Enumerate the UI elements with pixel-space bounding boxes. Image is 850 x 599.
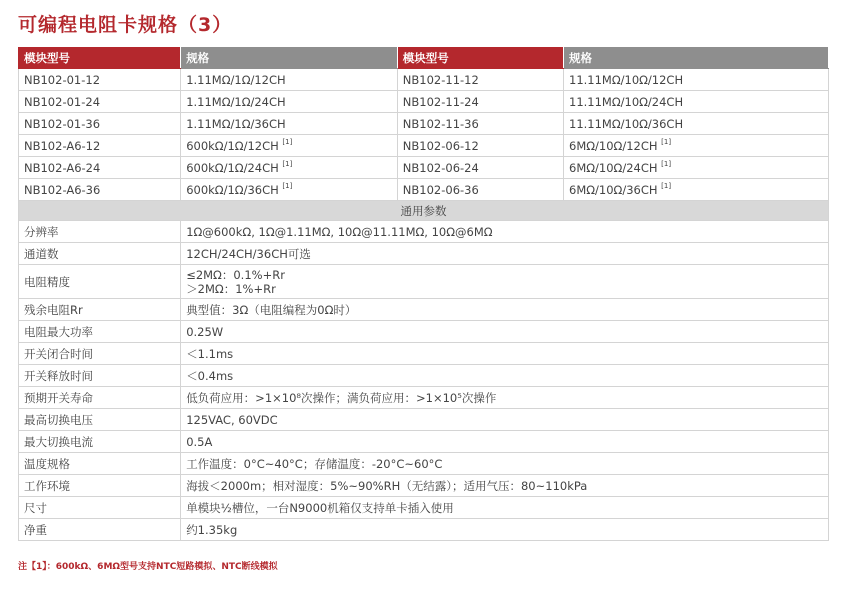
section-row <box>19 201 829 221</box>
model-cell: NB102-01-36 <box>19 113 181 135</box>
spec-text: 600kΩ/1Ω/12CH <box>186 138 279 153</box>
footnote-marker: [1] <box>661 137 672 146</box>
param-value-line: ＞2MΩ：1%+Rr <box>186 281 276 296</box>
spec-cell <box>564 113 829 135</box>
spec-text: 11.11MΩ/10Ω/12CH <box>569 72 684 87</box>
param-value: ＜1.1ms <box>181 343 829 365</box>
spec-text: 6MΩ/10Ω/24CH <box>569 160 658 175</box>
model-cell: NB102-A6-24 <box>19 157 181 179</box>
footnote-marker: [1] <box>282 181 293 190</box>
param-value: 1Ω@600kΩ, 1Ω@1.11MΩ, 10Ω@11.11MΩ, 10Ω@6MΩ <box>181 221 829 243</box>
param-row <box>19 453 829 475</box>
table-header-row <box>19 48 829 69</box>
spec-cell <box>181 113 398 135</box>
spec-cell <box>564 135 829 157</box>
spec-cell <box>181 69 398 91</box>
param-label: 预期开关寿命 <box>19 387 181 409</box>
param-row <box>19 519 829 541</box>
footnote-marker: [1] <box>282 137 293 146</box>
model-cell: NB102-11-24 <box>397 91 563 113</box>
spec-text: 6MΩ/10Ω/36CH <box>569 182 658 197</box>
param-value: 工作温度：0°C~40°C；存储温度：-20°C~60°C <box>181 453 829 475</box>
param-row <box>19 265 829 299</box>
page-title: 可编程电阻卡规格（3） <box>18 14 233 36</box>
param-label: 电阻精度 <box>19 265 181 299</box>
param-row <box>19 343 829 365</box>
param-label: 残余电阻Rr <box>19 299 181 321</box>
param-value: 125VAC, 60VDC <box>181 409 829 431</box>
header-spec-2: 规格 <box>564 48 829 69</box>
model-row <box>19 135 829 157</box>
param-value: 海拔＜2000m；相对湿度：5%~90%RH（无结露）；适用气压：80~110kPa <box>181 475 829 497</box>
model-cell: NB102-06-12 <box>397 135 563 157</box>
param-label: 最高切换电压 <box>19 409 181 431</box>
param-value <box>181 265 829 299</box>
param-value-line: ≤2MΩ：0.1%+Rr <box>186 267 285 282</box>
param-row <box>19 321 829 343</box>
param-value: 0.25W <box>181 321 829 343</box>
spec-text: 1.11MΩ/1Ω/24CH <box>186 94 286 109</box>
model-cell: NB102-06-36 <box>397 179 563 201</box>
spec-text: 6MΩ/10Ω/12CH <box>569 138 658 153</box>
header-model-2: 模块型号 <box>397 48 563 69</box>
spec-table <box>18 47 829 541</box>
param-label: 通道数 <box>19 243 181 265</box>
section-label: 通用参数 <box>19 201 829 221</box>
spec-cell <box>564 179 829 201</box>
param-label: 尺寸 <box>19 497 181 519</box>
param-row <box>19 475 829 497</box>
param-row <box>19 497 829 519</box>
param-label: 温度规格 <box>19 453 181 475</box>
param-label: 最大切换电流 <box>19 431 181 453</box>
spec-cell <box>181 135 398 157</box>
param-value: 低负荷应用：>1×10⁸次操作；满负荷应用：>1×10⁵次操作 <box>181 387 829 409</box>
spec-text: 1.11MΩ/1Ω/36CH <box>186 116 286 131</box>
param-value: ＜0.4ms <box>181 365 829 387</box>
spec-cell <box>564 69 829 91</box>
model-cell: NB102-11-36 <box>397 113 563 135</box>
param-value: 约1.35kg <box>181 519 829 541</box>
param-value: 单模块½槽位，一台N9000机箱仅支持单卡插入使用 <box>181 497 829 519</box>
model-cell: NB102-A6-36 <box>19 179 181 201</box>
model-cell: NB102-A6-12 <box>19 135 181 157</box>
model-row <box>19 179 829 201</box>
param-value: 典型值：3Ω（电阻编程为0Ω时） <box>181 299 829 321</box>
param-label: 开关释放时间 <box>19 365 181 387</box>
spec-cell <box>181 157 398 179</box>
param-row <box>19 365 829 387</box>
param-value: 0.5A <box>181 431 829 453</box>
model-cell: NB102-01-12 <box>19 69 181 91</box>
spec-cell <box>181 91 398 113</box>
param-row <box>19 431 829 453</box>
model-cell: NB102-01-24 <box>19 91 181 113</box>
param-label: 工作环境 <box>19 475 181 497</box>
spec-text: 1.11MΩ/1Ω/12CH <box>186 72 286 87</box>
param-label: 分辨率 <box>19 221 181 243</box>
spec-cell <box>181 179 398 201</box>
param-label: 电阻最大功率 <box>19 321 181 343</box>
param-row <box>19 409 829 431</box>
header-spec-1: 规格 <box>181 48 398 69</box>
footnote: 注【1】：600kΩ、6MΩ型号支持NTC短路模拟、NTC断线模拟 <box>18 562 278 572</box>
spec-cell <box>564 157 829 179</box>
param-label: 开关闭合时间 <box>19 343 181 365</box>
spec-text: 11.11MΩ/10Ω/36CH <box>569 116 684 131</box>
spec-text: 11.11MΩ/10Ω/24CH <box>569 94 684 109</box>
footnote-marker: [1] <box>661 159 672 168</box>
param-label: 净重 <box>19 519 181 541</box>
model-row <box>19 69 829 91</box>
model-cell: NB102-06-24 <box>397 157 563 179</box>
param-row <box>19 299 829 321</box>
footnote-marker: [1] <box>661 181 672 190</box>
model-row <box>19 91 829 113</box>
footnote-marker: [1] <box>282 159 293 168</box>
spec-cell <box>564 91 829 113</box>
spec-text: 600kΩ/1Ω/36CH <box>186 182 279 197</box>
header-model-1: 模块型号 <box>19 48 181 69</box>
param-row <box>19 243 829 265</box>
model-cell: NB102-11-12 <box>397 69 563 91</box>
spec-text: 600kΩ/1Ω/24CH <box>186 160 279 175</box>
param-row <box>19 387 829 409</box>
model-row <box>19 157 829 179</box>
model-row <box>19 113 829 135</box>
param-value: 12CH/24CH/36CH可选 <box>181 243 829 265</box>
param-row <box>19 221 829 243</box>
